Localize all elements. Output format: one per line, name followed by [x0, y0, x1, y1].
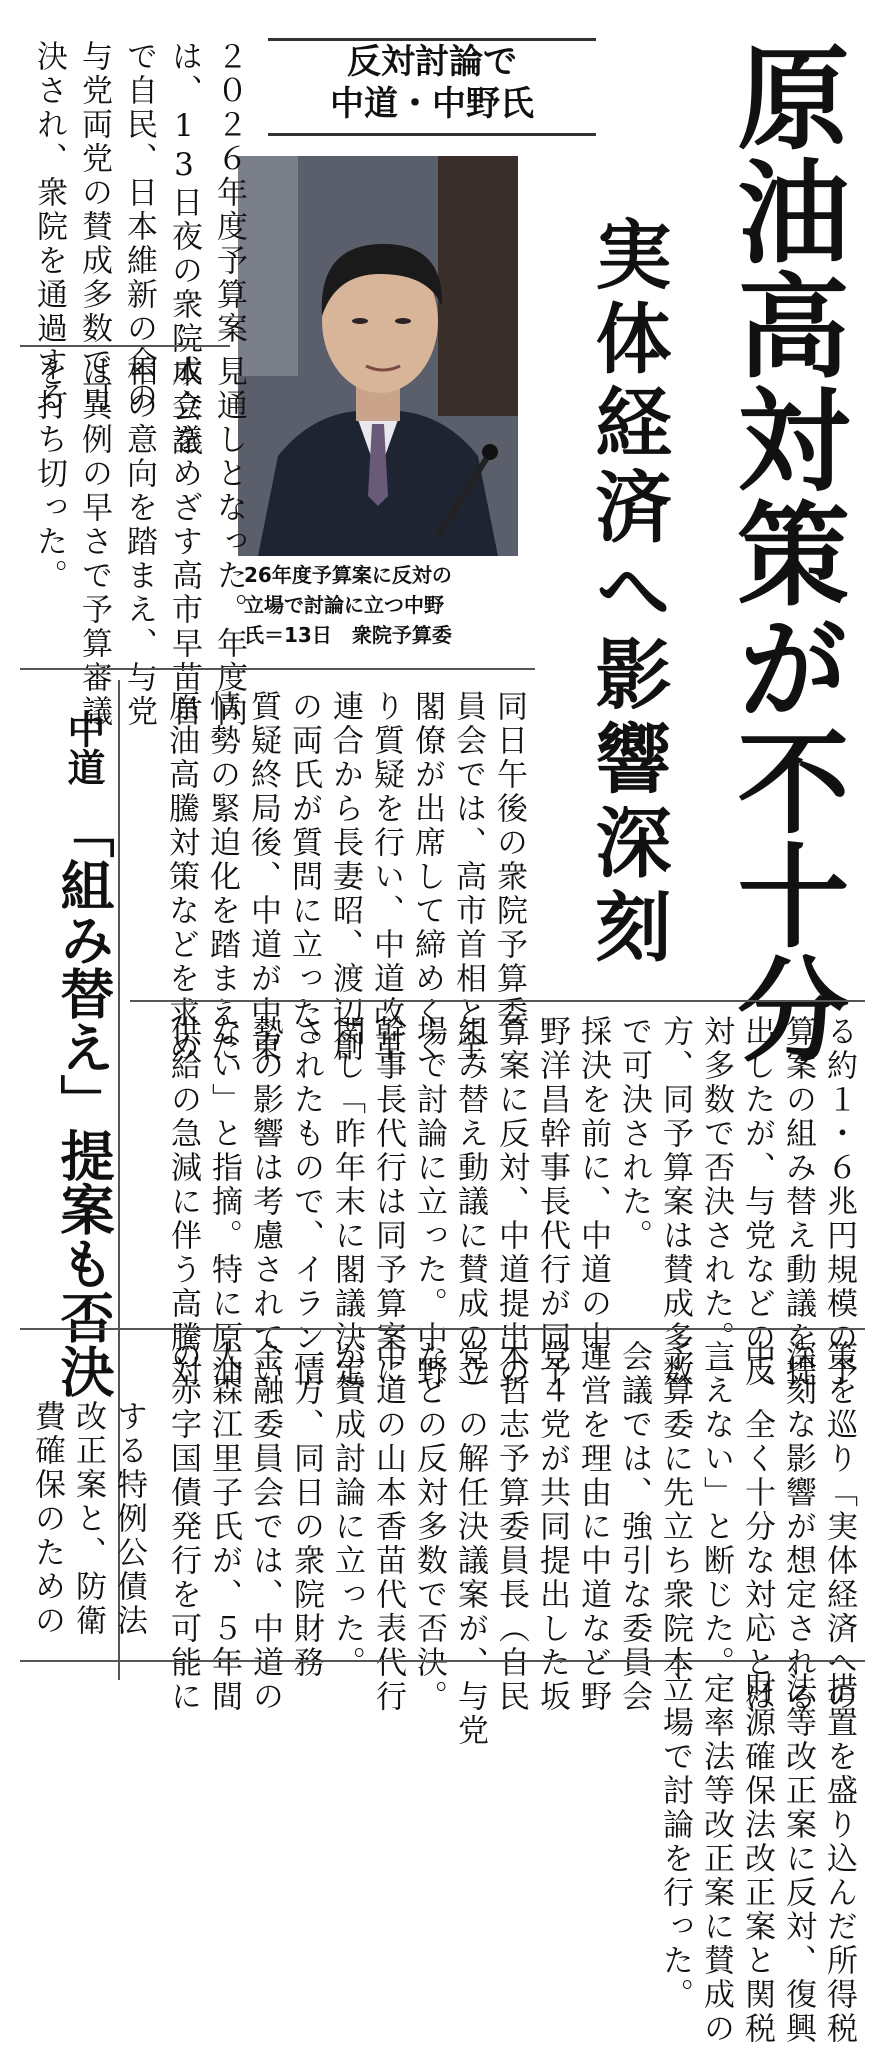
kicker-line-2: 中道・中野氏: [330, 84, 534, 124]
photo-nakano: [238, 156, 518, 556]
section-rule: [20, 668, 535, 670]
caption-line: 氏＝13日 衆院予算委: [244, 623, 452, 647]
minor-headline: [40, 710, 115, 1398]
body-column: 中、全く十分な対応とは: [739, 1340, 775, 1714]
body-column: 場で討論に立った。中野: [411, 1015, 447, 1389]
body-column: 中道の山本香苗代表代行: [370, 1340, 406, 1714]
body-column: 深刻な影響が想定される: [780, 1340, 816, 1714]
body-column: の両氏が質問に立った。: [286, 690, 322, 1064]
body-column: 情勢の緊迫化を踏まえた: [204, 690, 240, 1064]
caption-line: 26年度予算案に反対の: [244, 563, 452, 587]
body-column: 一方、同日の衆院財務: [288, 1340, 324, 1680]
body-column: 措置を盛り込んだ所得税: [821, 1672, 857, 2046]
body-column: ない」と指摘。特に原油: [206, 1015, 242, 1389]
lead-column: は、13日夜の衆院本会議: [166, 40, 202, 458]
body-column: 定率法等改正案に賛成の: [698, 1672, 734, 2046]
section-rule: [130, 1000, 865, 1002]
minor-headline-text: 「組み替え」提案も否決: [52, 804, 115, 1398]
body-column: る約１・６兆円規模の予: [821, 1015, 857, 1389]
body-column: 予算委に先立ち衆院本: [657, 1340, 693, 1680]
body-column: 幹事長代行は同予算案に: [370, 1015, 406, 1389]
kicker-box: [268, 38, 596, 136]
body-column: 立場で討論を行った。: [657, 1672, 693, 2012]
lead-column: 相の意向を踏まえ、与党: [121, 355, 157, 729]
body-column: 運営を理由に中道など野: [575, 1340, 611, 1714]
lead-column: で自民、日本維新の会の: [121, 40, 157, 414]
body-column: 金融委員会では、中道の: [247, 1340, 283, 1714]
body-column: 費確保のための: [29, 1400, 65, 1638]
body-column: されたもので、イラン情: [288, 1015, 324, 1389]
body-column: 閣僚が出席して締めくく: [409, 690, 445, 1064]
body-column: 原油高騰対策などを求め: [163, 690, 199, 1064]
section-rule: [20, 1660, 865, 1662]
body-column: 組み替え動議に賛成の立: [452, 1015, 488, 1389]
lead-column: を打ち切った。: [31, 355, 67, 593]
body-column: 同日午後の衆院予算委: [491, 690, 527, 1030]
body-column: 算案に反対、中道提出の: [493, 1015, 529, 1389]
body-column: などの反対多数で否決。: [411, 1340, 447, 1714]
body-column: 採決を前に、中道の中: [575, 1015, 611, 1355]
body-column: 勢の影響は考慮されてい: [247, 1015, 283, 1389]
column-rule: [20, 345, 230, 347]
lead-column: ２０２６年度予算案: [211, 40, 247, 346]
body-column: 策を巡り「実体経済への: [821, 1340, 857, 1714]
body-column: 供給の急減に伴う高騰対: [165, 1015, 201, 1389]
body-column: 算案の組み替え動議を提: [780, 1015, 816, 1389]
body-column: 大森江里子氏が、５年間: [206, 1340, 242, 1714]
lead-column: 決され、衆院を通過する: [31, 40, 67, 414]
lead-column: 成立をめざす高市早苗首: [166, 355, 202, 729]
body-column: 本哲志予算委員長（自民: [493, 1340, 529, 1714]
body-column: 党）の解任決議案が、与党: [452, 1340, 488, 1748]
body-column: 対多数で否決された。一: [698, 1015, 734, 1389]
body-column: で可決された。: [616, 1015, 652, 1253]
body-column: 改正案と、防衛: [70, 1400, 106, 1638]
lead-column: 見通しとなった。年度内: [211, 355, 247, 729]
caption-line: 立場で討論に立つ中野: [244, 593, 444, 617]
body-column: 財源確保法改正案と関税: [739, 1672, 775, 2046]
sub-headline: 実体経済へ影響深刻: [583, 215, 672, 971]
body-column: り質疑を行い、中道改革: [368, 690, 404, 1064]
lead-column: は異例の早さで予算審議: [76, 355, 112, 729]
body-column: 員会では、高市首相と全: [450, 690, 486, 1064]
kicker-line-1: 反対討論で: [347, 42, 517, 82]
body-column: 方、同予算案は賛成多数: [657, 1015, 693, 1389]
body-column: 会議では、強引な委員会: [616, 1340, 652, 1714]
minor-headline-party: 中道: [61, 710, 105, 786]
body-column: 質疑終局後、中道が中東: [245, 690, 281, 1064]
lead-column: 与党両党の賛成多数で可: [76, 40, 112, 414]
body-column: 出したが、与党などの反: [739, 1015, 775, 1389]
body-column: 党４党が共同提出した坂: [534, 1340, 570, 1714]
body-column: 法等改正案に反対、復興: [780, 1672, 816, 2046]
body-column: する特例公債法: [111, 1400, 147, 1638]
body-column: 関し「昨年末に閣議決定: [329, 1015, 365, 1389]
body-column: 野洋昌幹事長代行が同予: [534, 1015, 570, 1389]
main-headline: 原油高対策が不十分: [719, 40, 849, 1066]
body-column: 連合から長妻昭、渡辺創: [327, 690, 363, 1064]
body-column: が賛成討論に立った。: [329, 1340, 365, 1680]
body-column: 言えない」と断じた。: [698, 1340, 734, 1680]
body-column: の赤字国債発行を可能に: [165, 1340, 201, 1714]
photo-caption: [244, 560, 520, 650]
photo-illustration: [238, 156, 518, 556]
section-rule: [20, 1328, 865, 1330]
